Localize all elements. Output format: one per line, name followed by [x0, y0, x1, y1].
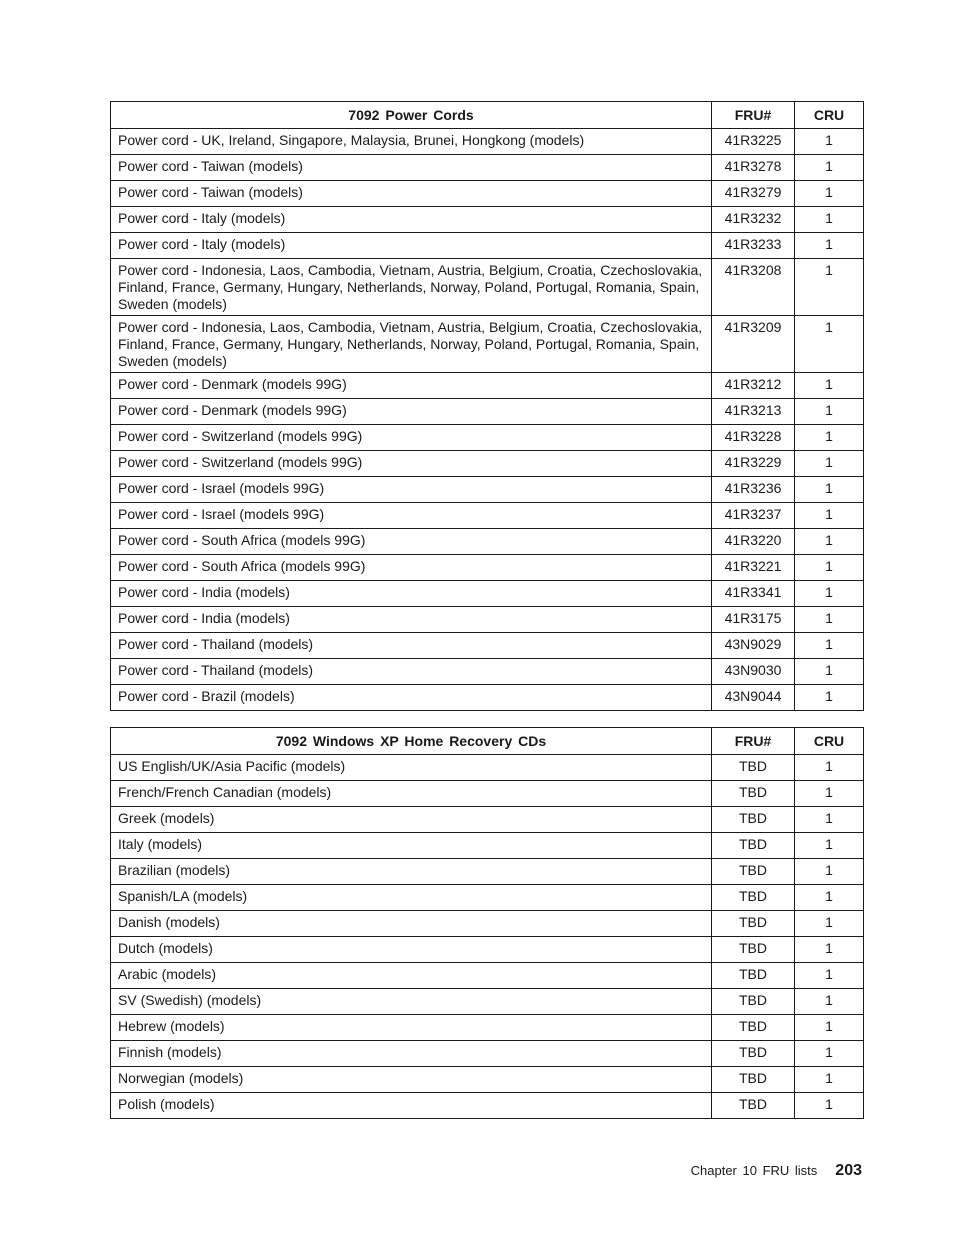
cru-value: 1 [795, 425, 864, 451]
part-description: Power cord - Denmark (models 99G) [111, 373, 712, 399]
part-description: Power cord - Denmark (models 99G) [111, 399, 712, 425]
fru-number: 41R3212 [712, 373, 795, 399]
table-row [111, 399, 864, 425]
fru-number: TBD [712, 1067, 795, 1093]
table-row [111, 316, 864, 373]
table-row [111, 373, 864, 399]
part-description: Spanish/LA (models) [111, 885, 712, 911]
cru-value: 1 [795, 633, 864, 659]
table-row [111, 207, 864, 233]
fru-column-header: FRU# [712, 102, 795, 129]
fru-number: 41R3208 [712, 259, 795, 316]
fru-number: 41R3229 [712, 451, 795, 477]
part-description: Power cord - Israel (models 99G) [111, 477, 712, 503]
cru-value: 1 [795, 1093, 864, 1119]
table-row [111, 259, 864, 316]
cru-value: 1 [795, 659, 864, 685]
table-row [111, 989, 864, 1015]
part-description: Finnish (models) [111, 1041, 712, 1067]
part-description: SV (Swedish) (models) [111, 989, 712, 1015]
cru-value: 1 [795, 259, 864, 316]
part-description: Power cord - Taiwan (models) [111, 155, 712, 181]
cru-value: 1 [795, 155, 864, 181]
fru-number: 41R3237 [712, 503, 795, 529]
fru-number: TBD [712, 755, 795, 781]
cru-value: 1 [795, 685, 864, 711]
part-description: Power cord - South Africa (models 99G) [111, 555, 712, 581]
cru-value: 1 [795, 989, 864, 1015]
table-row [111, 529, 864, 555]
table-header-row [111, 728, 864, 755]
cru-value: 1 [795, 1067, 864, 1093]
part-description: Power cord - India (models) [111, 607, 712, 633]
part-description: Power cord - South Africa (models 99G) [111, 529, 712, 555]
table-row [111, 885, 864, 911]
cru-value: 1 [795, 529, 864, 555]
part-description: Power cord - UK, Ireland, Singapore, Malaysia, Brunei, Hongkong (models) [111, 129, 712, 155]
fru-number: 41R3341 [712, 581, 795, 607]
fru-number: 41R3209 [712, 316, 795, 373]
part-description: Power cord - India (models) [111, 581, 712, 607]
fru-number: TBD [712, 1041, 795, 1067]
table-row [111, 451, 864, 477]
recovery-cds-table [110, 727, 864, 1119]
fru-number: TBD [712, 807, 795, 833]
fru-number: 41R3220 [712, 529, 795, 555]
table-row [111, 555, 864, 581]
part-description: Power cord - Italy (models) [111, 207, 712, 233]
page-footer [691, 1162, 862, 1180]
cru-value: 1 [795, 885, 864, 911]
table-row [111, 155, 864, 181]
fru-number: TBD [712, 1015, 795, 1041]
cru-value: 1 [795, 316, 864, 373]
cru-value: 1 [795, 1041, 864, 1067]
part-description: Norwegian (models) [111, 1067, 712, 1093]
table-row [111, 833, 864, 859]
part-description: Power cord - Switzerland (models 99G) [111, 451, 712, 477]
page-number: 203 [835, 1162, 862, 1179]
fru-number: 41R3233 [712, 233, 795, 259]
table-title: 7092 Power Cords [111, 102, 712, 129]
table-row [111, 755, 864, 781]
part-description: Greek (models) [111, 807, 712, 833]
fru-number: 41R3228 [712, 425, 795, 451]
fru-number: 41R3221 [712, 555, 795, 581]
table-row [111, 633, 864, 659]
chapter-label: Chapter 10 FRU lists [690, 1163, 818, 1178]
part-description: Power cord - Indonesia, Laos, Cambodia, Vietnam, Austria, Belgium, Croatia, Czechoslovakia, Finland, France, Germany, Hungary, Netherlands, Norway, Poland, Portugal, Romania, Spain, Sweden (models) [111, 259, 712, 316]
fru-number: 43N9044 [712, 685, 795, 711]
fru-number: TBD [712, 859, 795, 885]
cru-value: 1 [795, 233, 864, 259]
cru-value: 1 [795, 781, 864, 807]
fru-number: 41R3175 [712, 607, 795, 633]
cru-column-header: CRU [795, 728, 864, 755]
fru-number: 41R3225 [712, 129, 795, 155]
part-description: US English/UK/Asia Pacific (models) [111, 755, 712, 781]
fru-number: TBD [712, 989, 795, 1015]
part-description: Arabic (models) [111, 963, 712, 989]
cru-value: 1 [795, 373, 864, 399]
table-row [111, 911, 864, 937]
table-row [111, 1015, 864, 1041]
fru-number: 41R3213 [712, 399, 795, 425]
cru-value: 1 [795, 399, 864, 425]
table-row [111, 503, 864, 529]
table-row [111, 937, 864, 963]
table-row [111, 607, 864, 633]
fru-number: TBD [712, 833, 795, 859]
cru-value: 1 [795, 807, 864, 833]
table-row [111, 685, 864, 711]
table-row [111, 807, 864, 833]
part-description: Dutch (models) [111, 937, 712, 963]
table-row [111, 1041, 864, 1067]
part-description: French/French Canadian (models) [111, 781, 712, 807]
table-row [111, 425, 864, 451]
fru-number: TBD [712, 937, 795, 963]
part-description: Power cord - Israel (models 99G) [111, 503, 712, 529]
cru-value: 1 [795, 181, 864, 207]
table-row [111, 781, 864, 807]
fru-number: TBD [712, 911, 795, 937]
fru-column-header: FRU# [712, 728, 795, 755]
table-row [111, 1067, 864, 1093]
table-row [111, 477, 864, 503]
part-description: Power cord - Italy (models) [111, 233, 712, 259]
table-row [111, 963, 864, 989]
table-row [111, 581, 864, 607]
cru-value: 1 [795, 859, 864, 885]
part-description: Power cord - Thailand (models) [111, 659, 712, 685]
fru-number: 41R3236 [712, 477, 795, 503]
cru-value: 1 [795, 937, 864, 963]
part-description: Brazilian (models) [111, 859, 712, 885]
fru-number: TBD [712, 1093, 795, 1119]
fru-number: 41R3232 [712, 207, 795, 233]
cru-value: 1 [795, 1015, 864, 1041]
cru-value: 1 [795, 503, 864, 529]
table-row [111, 233, 864, 259]
cru-value: 1 [795, 555, 864, 581]
part-description: Power cord - Thailand (models) [111, 633, 712, 659]
part-description: Polish (models) [111, 1093, 712, 1119]
fru-number: 41R3279 [712, 181, 795, 207]
table-title: 7092 Windows XP Home Recovery CDs [111, 728, 712, 755]
table-row [111, 129, 864, 155]
cru-value: 1 [795, 477, 864, 503]
part-description: Power cord - Switzerland (models 99G) [111, 425, 712, 451]
cru-column-header: CRU [795, 102, 864, 129]
cru-value: 1 [795, 833, 864, 859]
cru-value: 1 [795, 451, 864, 477]
fru-number: 43N9029 [712, 633, 795, 659]
fru-number: 41R3278 [712, 155, 795, 181]
part-description: Power cord - Indonesia, Laos, Cambodia, Vietnam, Austria, Belgium, Croatia, Czechoslovakia, Finland, France, Germany, Hungary, Netherlands, Norway, Poland, Portugal, Romania, Spain, Sweden (models) [111, 316, 712, 373]
power-cords-table [110, 101, 864, 711]
part-description: Hebrew (models) [111, 1015, 712, 1041]
cru-value: 1 [795, 581, 864, 607]
table-row [111, 1093, 864, 1119]
part-description: Power cord - Taiwan (models) [111, 181, 712, 207]
table-row [111, 859, 864, 885]
cru-value: 1 [795, 607, 864, 633]
table-row [111, 659, 864, 685]
fru-number: TBD [712, 963, 795, 989]
fru-number: TBD [712, 781, 795, 807]
cru-value: 1 [795, 911, 864, 937]
fru-number: 43N9030 [712, 659, 795, 685]
cru-value: 1 [795, 207, 864, 233]
cru-value: 1 [795, 755, 864, 781]
table-row [111, 181, 864, 207]
fru-number: TBD [712, 885, 795, 911]
part-description: Power cord - Brazil (models) [111, 685, 712, 711]
cru-value: 1 [795, 963, 864, 989]
part-description: Danish (models) [111, 911, 712, 937]
cru-value: 1 [795, 129, 864, 155]
table-header-row [111, 102, 864, 129]
part-description: Italy (models) [111, 833, 712, 859]
